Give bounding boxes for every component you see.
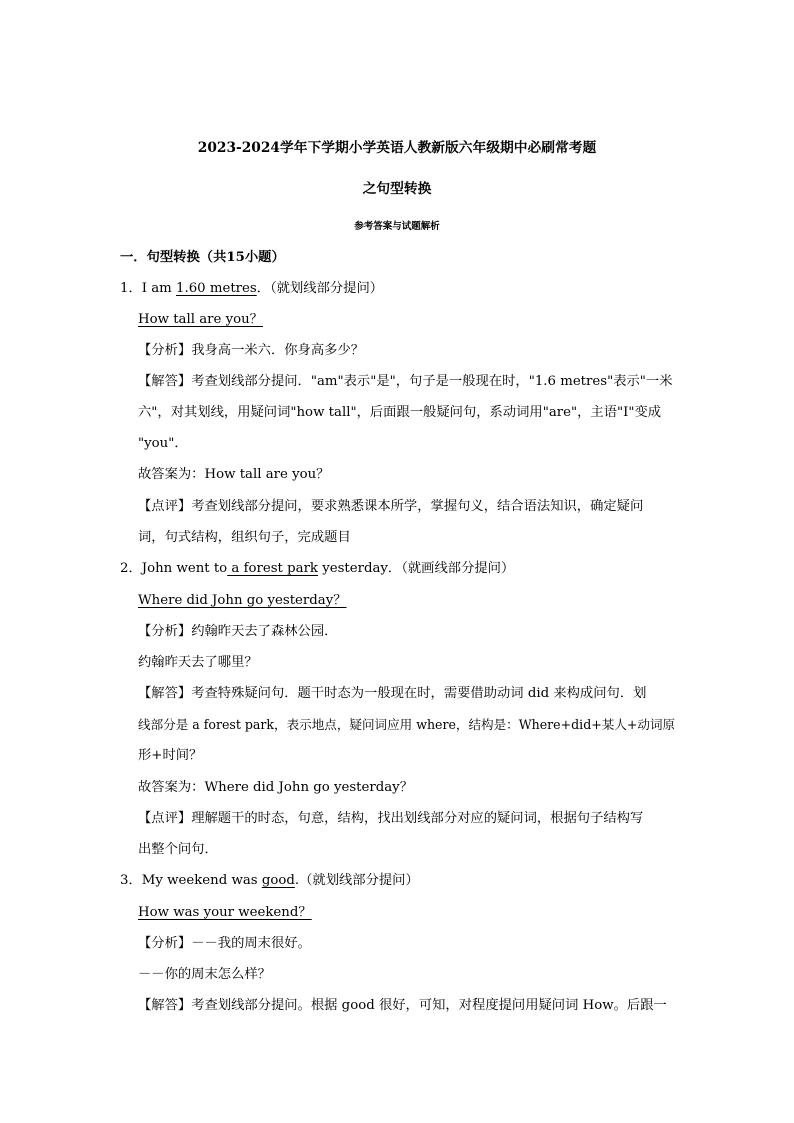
question-2-comment <box>138 810 643 828</box>
underlined-phrase: 1.60 metres <box>176 281 257 296</box>
question-number: 2． <box>120 561 142 576</box>
question-number: 1． <box>120 281 142 296</box>
solution-label: 【解答】 <box>138 686 192 701</box>
question-3-solution <box>138 997 667 1015</box>
solution-label: 【解答】 <box>138 374 192 389</box>
underlined-phrase: good <box>261 873 295 888</box>
answer-text: How tall are you？ <box>138 312 263 327</box>
question-1-answer <box>138 311 263 329</box>
analysis-label: 【分析】 <box>138 624 192 639</box>
question-1-comment-line-2: 词，句式结构，组织句子，完成题目 <box>138 530 351 545</box>
comment-text: 考查划线部分提问，要求熟悉课本所学，掌握句义，结合语法知识，确定疑问 <box>191 499 644 514</box>
question-2-final-answer: 故答案为：Where did John go yesterday？ <box>138 780 413 795</box>
solution-label: 【解答】 <box>138 998 192 1013</box>
question-2-answer <box>138 592 347 610</box>
question-number: 3． <box>120 873 142 888</box>
question-3 <box>120 872 419 890</box>
section-heading: 一．句型转换（共15小题） <box>120 250 285 265</box>
analysis-label: 【分析】 <box>138 343 192 358</box>
solution-text: 考查划线部分提问。根据 good 很好，可知，对程度提问用疑问词 How。后跟一 <box>191 998 667 1013</box>
answer-text: How was your weekend？ <box>138 905 312 920</box>
comment-label: 【点评】 <box>138 811 192 826</box>
document-subtitle: 参考答案与试题解析 <box>354 221 440 232</box>
question-2-solution-line-3: 形+时间？ <box>138 748 203 763</box>
question-2-analysis-line-2: 约翰昨天去了哪里？ <box>138 655 258 670</box>
question-text: I am <box>141 281 177 296</box>
question-1-comment <box>138 498 643 516</box>
question-3-analysis-line-2: －－你的周末怎么样？ <box>138 967 271 982</box>
question-instruction: .（就划线部分提问） <box>294 873 419 888</box>
comment-label: 【点评】 <box>138 499 192 514</box>
analysis-text: 约翰昨天去了森林公园． <box>191 624 338 639</box>
question-1-solution <box>138 373 673 391</box>
question-2-solution-line-2: 线部分是 a forest park，表示地点，疑问词应用 where，结构是：Where+did+某人+动词原 <box>138 717 676 732</box>
question-instruction: yesterday．（就画线部分提问） <box>317 561 515 576</box>
underlined-phrase: a forest park <box>227 561 318 576</box>
question-1-final-answer: 故答案为：How tall are you？ <box>138 467 330 482</box>
question-3-analysis <box>138 935 311 953</box>
analysis-label: 【分析】 <box>138 936 192 951</box>
question-2-solution <box>138 685 646 703</box>
solution-text: 考查划线部分提问．"am"表示"是"，句子是一般现在时，"1.6 metres"表示"一米 <box>191 374 673 389</box>
analysis-text: 我身高一米六．你身高多少？ <box>191 343 365 358</box>
question-2-comment-line-2: 出整个问句． <box>138 842 218 857</box>
document-title-line-2: 之句型转换 <box>362 181 432 197</box>
question-2-analysis <box>138 623 337 641</box>
question-text: My weekend was <box>141 873 262 888</box>
question-1 <box>120 280 383 298</box>
answer-text: Where did John go yesterday？ <box>138 593 347 608</box>
question-1-analysis <box>138 342 364 360</box>
comment-text: 理解题干的时态，句意，结构，找出划线部分对应的疑问词，根据句子结构写 <box>191 811 644 826</box>
question-instruction: ．（就划线部分提问） <box>256 281 384 296</box>
solution-text: 考查特殊疑问句．题干时态为一般现在时，需要借助动词 did 来构成问句．划 <box>191 686 647 701</box>
question-2 <box>120 560 514 578</box>
analysis-text: －－我的周末很好。 <box>191 936 311 951</box>
question-3-answer <box>138 904 312 922</box>
question-text: John went to <box>141 561 228 576</box>
question-1-solution-line-2: 六"，对其划线，用疑问词"how tall"，后面跟一般疑问句，系动词用"are"，主语"I"变成 <box>138 405 662 420</box>
question-1-solution-line-3: "you"． <box>138 436 188 451</box>
document-title-line-1: 2023-2024学年下学期小学英语人教新版六年级期中必刷常考题 <box>197 140 597 156</box>
